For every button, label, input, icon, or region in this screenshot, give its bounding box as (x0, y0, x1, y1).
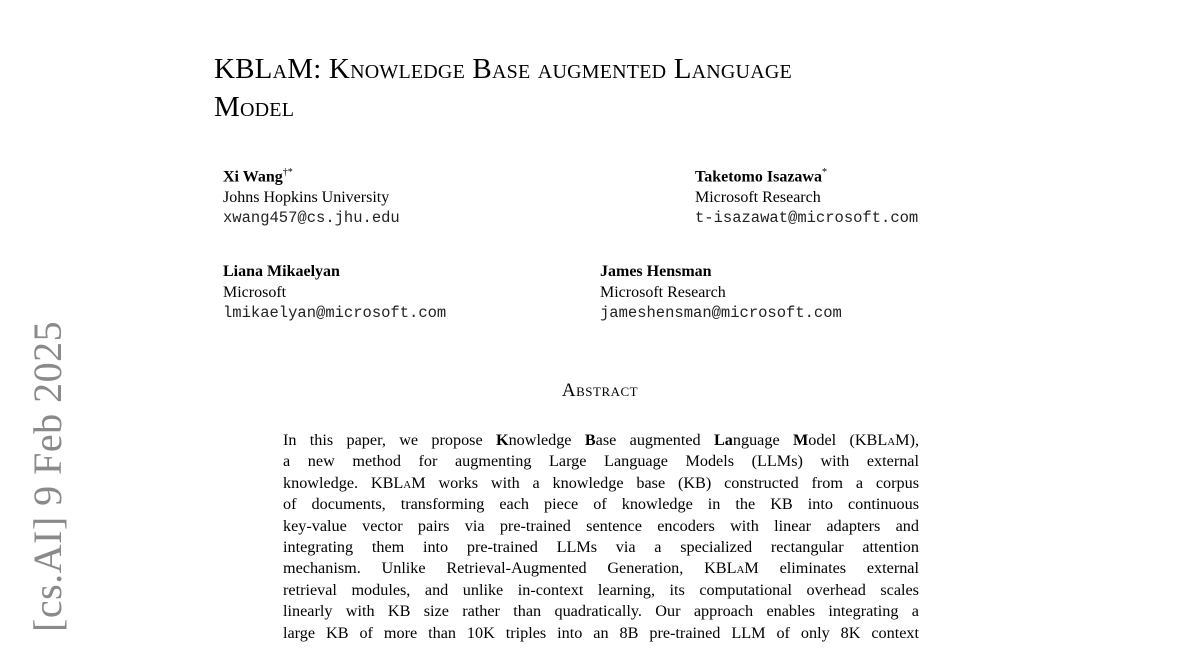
author-email: t-isazawat@microsoft.com (695, 209, 919, 228)
author-marks: * (821, 167, 827, 178)
author-name-line (695, 162, 918, 187)
author-affiliation: Microsoft Research (600, 284, 726, 301)
author-affiliation: Microsoft (223, 284, 287, 301)
author-name-line (600, 261, 842, 282)
abstract-body (283, 430, 919, 644)
author-affiliation: Microsoft Research (695, 189, 821, 207)
paper-title-line-2: Model (214, 91, 295, 123)
abstract-line: large KB of more than 10K triples into an 8B pre-trained LLM of only 8K context (283, 623, 919, 642)
author-block (695, 162, 918, 229)
author-name: Xi Wang (223, 168, 283, 186)
paper-title (214, 50, 1034, 126)
author-name-line (223, 162, 400, 187)
abstract-line: knowledge. KBLaM works with a knowledge base (KB) constructed from a corpus (283, 473, 920, 492)
author-name: James Hensman (600, 263, 712, 280)
author-email: xwang457@cs.jhu.edu (223, 209, 400, 228)
author-affiliation: Johns Hopkins University (223, 189, 390, 207)
author-name: Liana Mikaelyan (223, 263, 340, 280)
abstract-line: a new method for augmenting Large Language Models (LLMs) with external (283, 452, 919, 471)
author-block (600, 261, 842, 324)
abstract-line: mechanism. Unlike Retrieval-Augmented Generation, KBLaM eliminates external (283, 559, 919, 578)
author-email: lmikaelyan@microsoft.com (223, 304, 447, 322)
author-block (223, 261, 446, 324)
author-name-line (223, 261, 446, 282)
abstract-line: In this paper, we propose Knowledge Base augmented Language Model (KBLaM), (283, 431, 920, 449)
abstract-line: key-value vector pairs via pre-trained sentence encoders with linear adapters and (283, 516, 919, 535)
abstract-line: linearly with KB size rather than quadratically. Our approach enables integrating a (283, 602, 919, 621)
author-email: jameshensman@microsoft.com (600, 304, 842, 322)
abstract-line: retrieval modules, and unlike in-context learning, its computational overhead scales (283, 580, 919, 599)
author-marks: †* (282, 167, 293, 178)
author-block (223, 162, 400, 229)
author-name: Taketomo Isazawa (695, 168, 822, 186)
abstract-line: integrating them into pre-trained LLMs via a specialized rectangular attention (283, 538, 919, 557)
paper-title-line-1: KBLaM: Knowledge Base augmented Language (214, 53, 792, 85)
abstract-line: of documents, transforming each piece of knowledge in the KB into continuous (283, 495, 919, 514)
arxiv-stamp: [cs.AI] 9 Feb 2025 (25, 320, 70, 632)
abstract-heading: Abstract (561, 380, 639, 401)
